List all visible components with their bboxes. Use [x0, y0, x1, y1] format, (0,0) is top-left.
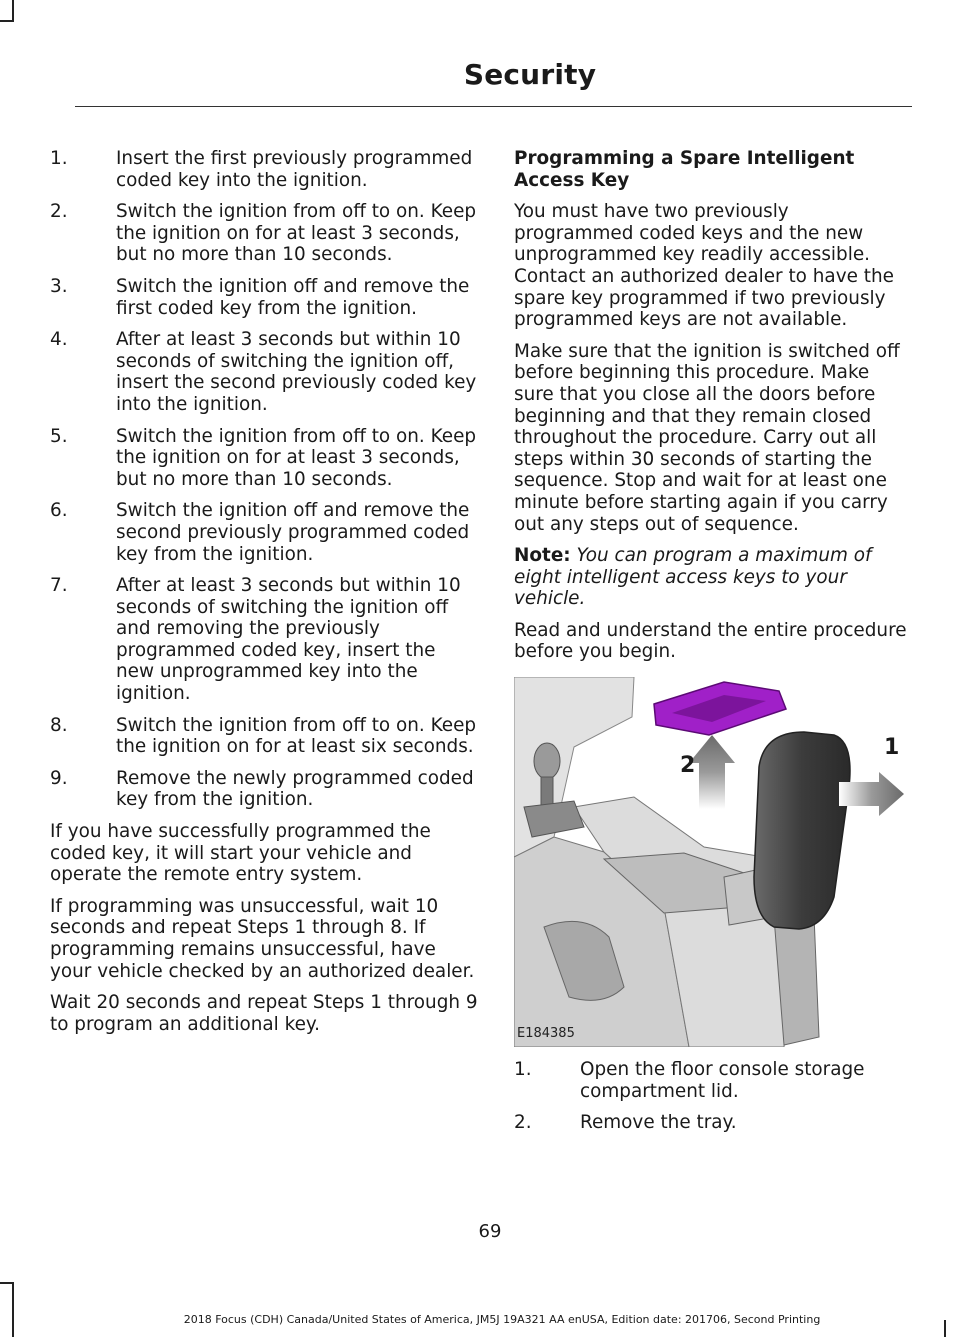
callout-2: 2 — [680, 753, 696, 779]
list-item — [50, 500, 478, 565]
right-column — [514, 148, 910, 1144]
note-text: You can program a maximum of eight intelligent access keys to your vehicle. — [514, 545, 872, 610]
list-item — [50, 715, 478, 758]
list-item — [50, 201, 478, 266]
callout-1: 1 — [884, 735, 900, 761]
step-text: Switch the ignition from off to on. Keep the ignition on for at least 3 seconds, but no more than 10 seconds. — [116, 201, 477, 266]
step-text: Switch the ignition off and remove the second previously programmed coded key from the ignition. — [116, 500, 470, 565]
list-item — [50, 148, 478, 191]
console-illustration — [514, 677, 910, 1047]
crop-mark-bottom-left-h — [0, 1282, 14, 1284]
step-number: 1. — [514, 1059, 532, 1081]
console-drawing — [514, 677, 910, 1047]
paragraph-instructions: Make sure that the ignition is switched off before beginning this procedure. Make sure that you close all the doors before beginning and that they remain closed throughout the procedure. Carry out all steps within 30 seconds of starting the sequence. Stop and wait for at least one minute before starting again if you carry out any steps out of sequence. — [514, 340, 900, 535]
paragraph-additional-key: Wait 20 seconds and repeat Steps 1 through 9 to program an additional key. — [50, 992, 478, 1035]
step-number: 2. — [514, 1112, 532, 1134]
crop-mark-top-left-v — [12, 0, 14, 22]
step-number: 5. — [50, 425, 68, 447]
step-number: 7. — [50, 575, 68, 597]
list-item — [514, 1059, 910, 1102]
step-number: 2. — [50, 201, 68, 223]
note — [514, 545, 910, 610]
section-heading: Programming a Spare Intelligent Access Key — [514, 148, 855, 191]
step-text: Switch the ignition from off to on. Keep the ignition on for at least 3 seconds, but no more than 10 seconds. — [116, 425, 477, 490]
list-item — [50, 276, 478, 319]
step-text: Switch the ignition off and remove the first coded key from the ignition. — [116, 275, 470, 319]
figure-code: E184385 — [517, 1026, 575, 1042]
page-title: Security — [463, 58, 597, 91]
footer-text: 2018 Focus (CDH) Canada/United States of America, JM5J 19A321 AA enUSA, Edition date: 201706, Second Printing — [183, 1313, 821, 1326]
gear-knob — [534, 743, 560, 779]
step-number: 3. — [50, 275, 68, 297]
list-item — [50, 575, 478, 705]
crop-mark-bottom-left-v — [12, 1282, 14, 1337]
step-text: After at least 3 seconds but within 10 seconds of switching the ignition off, insert the second previously coded key into the ignition. — [116, 329, 477, 415]
list-item — [514, 1112, 910, 1134]
paragraph-read-procedure: Read and understand the entire procedure before you begin. — [514, 619, 907, 663]
paragraph-success: If you have successfully programmed the coded key, it will start your vehicle and operate the remote entry system. — [50, 821, 431, 886]
list-item — [50, 329, 478, 415]
step-number: 8. — [50, 714, 68, 736]
crop-mark-top-left-h — [0, 20, 14, 22]
step-number: 6. — [50, 500, 68, 522]
list-item — [50, 426, 478, 491]
right-steps-list — [514, 1059, 910, 1134]
step-number: 1. — [50, 148, 68, 169]
list-item — [50, 768, 478, 811]
step-text: After at least 3 seconds but within 10 seconds of switching the ignition off and removing the previously programmed coded key, insert the new unprogrammed key into the ignition. — [116, 575, 461, 705]
step-text: Remove the tray. — [580, 1112, 737, 1134]
note-label: Note: — [514, 545, 571, 567]
step-text: Switch the ignition from off to on. Keep the ignition on for at least six seconds. — [116, 714, 477, 758]
paragraph-requirements: You must have two previously programmed coded keys and the new unprogrammed key readily accessible. Contact an authorized dealer to have the spare key programmed if two previously programmed keys are not available. — [514, 201, 894, 331]
paragraph-unsuccessful: If programming was unsuccessful, wait 10 seconds and repeat Steps 1 through 8. If programming remains unsuccessful, have your vehicle checked by an authorized dealer. — [50, 895, 475, 982]
step-text: Remove the newly programmed coded key from the ignition. — [116, 767, 474, 811]
step-number: 4. — [50, 329, 68, 351]
left-steps-list — [50, 148, 478, 811]
step-number: 9. — [50, 767, 68, 789]
gear-shaft — [541, 777, 553, 807]
header-divider — [75, 106, 912, 107]
step-text: Insert the first previously programmed coded key into the ignition. — [116, 148, 473, 191]
page-number: 69 — [478, 1221, 502, 1242]
step-text: Open the floor console storage compartment lid. — [580, 1059, 865, 1102]
left-column — [50, 148, 478, 1045]
